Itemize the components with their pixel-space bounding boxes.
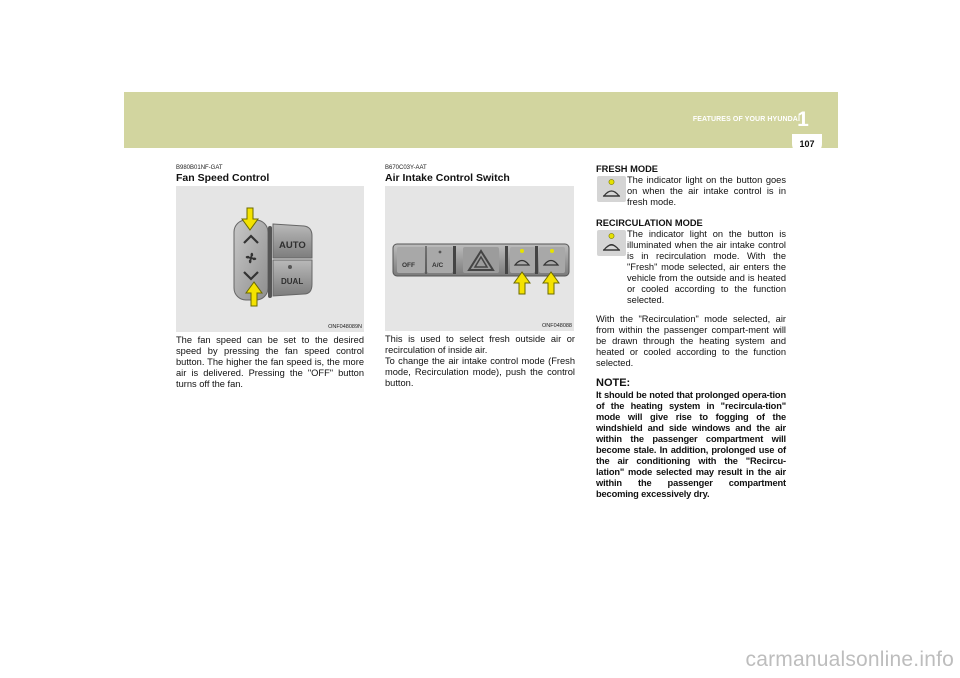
off-button — [397, 247, 425, 273]
air-intake-figure — [385, 186, 574, 331]
chapter-number: 1 — [797, 108, 809, 131]
dual-button-label: DUAL — [281, 277, 304, 286]
note-title: NOTE: — [596, 377, 631, 389]
off-button-label: OFF — [402, 262, 415, 269]
fan-control-illustration — [176, 186, 364, 332]
fan-speed-figure — [176, 186, 364, 332]
recirculation-mode-icon — [597, 230, 626, 256]
air-intake-title: Air Intake Control Switch — [385, 172, 510, 184]
fan-speed-body: The fan speed can be set to the desired speed by pressing the fan speed control button. The higher the fan speed is, the more air is delivered. Pressing the "OFF" button turns off the fan. — [176, 335, 364, 389]
fan-figure-code: ONF048089N — [328, 324, 362, 330]
fresh-mode-block — [596, 164, 786, 208]
fresh-mode-desc: The indicator light on the button goes on when the air intake control is in fresh mode. — [627, 175, 786, 207]
air-intake-section — [385, 164, 575, 389]
recirculation-mode-desc: The indicator light on the button is illuminated when the air intake control is in recirculation mode. With the "Fresh" mode selected, air enters the vehicle from the outside and is heated or cooled according to the function selected. — [627, 229, 786, 305]
fan-speed-section — [176, 164, 364, 390]
ac-indicator-light — [439, 251, 442, 254]
auto-button-label: AUTO — [279, 240, 306, 251]
recirculation-mode-block — [596, 218, 786, 306]
footer-watermark: carmanualsonline.info — [745, 648, 954, 671]
recirculation-paragraph: With the "Recirculation" mode selected, air from within the passenger compart-ment will be drawn through the heating system and heated or cooled according to the function selected. — [596, 314, 786, 368]
ac-button-label: A/C — [432, 262, 444, 269]
air-intake-body-2: To change the air intake control mode (Fresh mode, Recirculation mode), push the control button. — [385, 356, 575, 388]
fresh-mode-icon — [597, 176, 626, 202]
fan-speed-code: B980B01NF-GAT — [176, 165, 223, 171]
panel-divider — [268, 226, 272, 298]
air-intake-body-1: This is used to select fresh outside air or recirculation of inside air. — [385, 334, 575, 355]
fresh-indicator-light — [550, 249, 554, 253]
recirculation-indicator-light — [520, 249, 524, 253]
modes-section — [596, 164, 786, 500]
page-number: 107 — [799, 139, 815, 149]
air-intake-figure-code: ONF048088 — [542, 323, 572, 329]
note-text: It should be noted that prolonged opera-tion of the heating system in "recircula-tion" mode will give rise to fogging of the windshield and side windows and the air within the passenger compartment will become stale. In addition, prolonged use of the air conditioning with the "Recircu-lation" mode selected may result in the air within the passenger compartment becoming excessively dry. — [596, 390, 786, 499]
control-panel-illustration — [385, 186, 574, 331]
recirculation-mode-title: RECIRCULATION MODE — [596, 218, 703, 228]
fresh-mode-title: FRESH MODE — [596, 164, 658, 174]
section-label: FEATURES OF YOUR HYUNDAI — [692, 116, 800, 123]
air-intake-code: B670C03Y-AAT — [385, 165, 427, 171]
fan-speed-title: Fan Speed Control — [176, 172, 270, 184]
dual-indicator-light — [288, 265, 292, 269]
